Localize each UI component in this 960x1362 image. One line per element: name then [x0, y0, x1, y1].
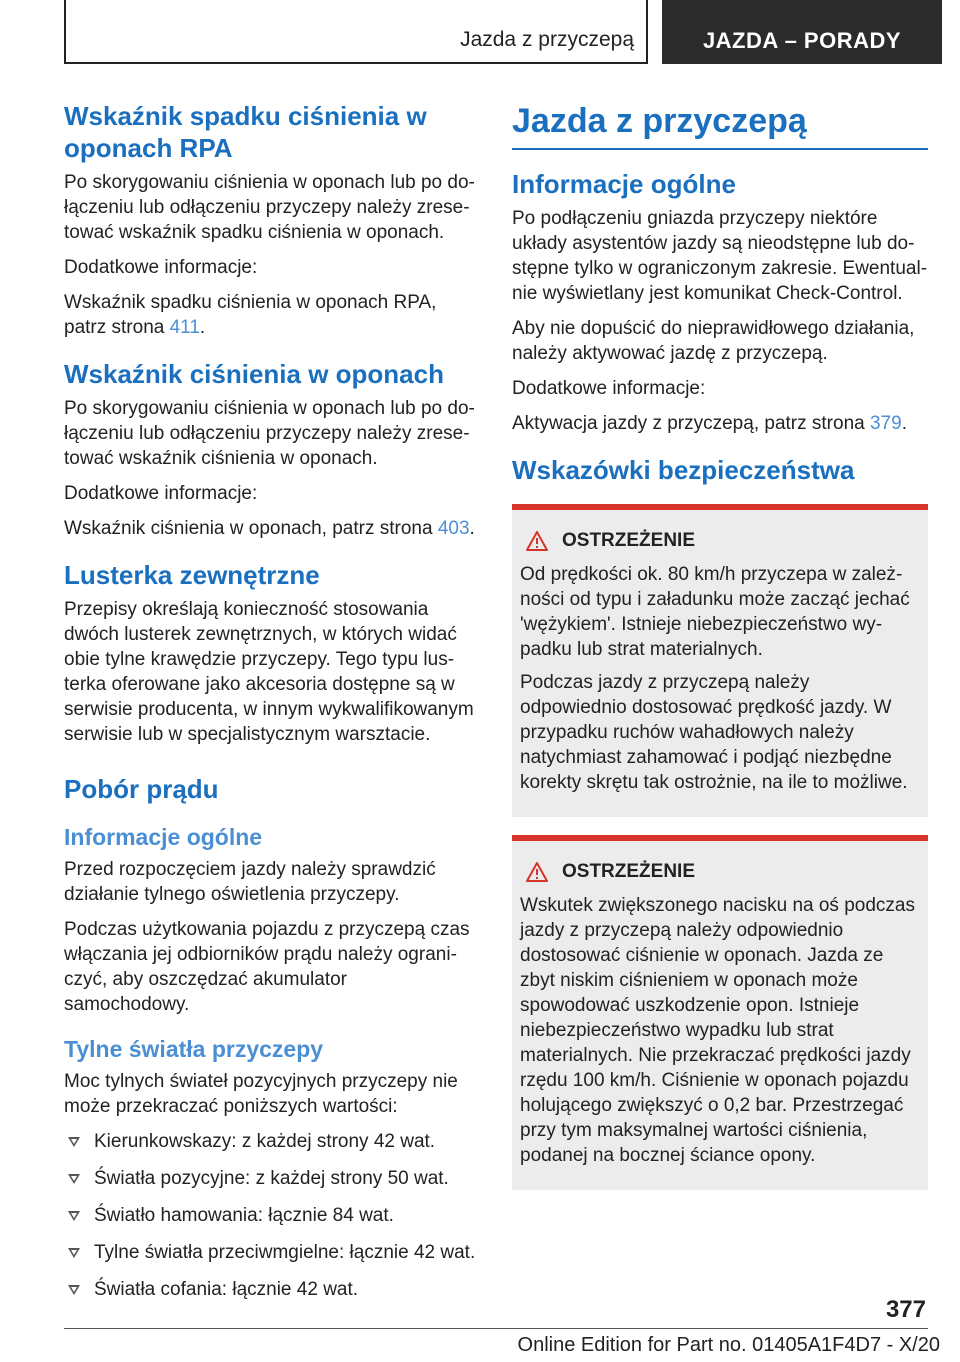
list-item-text: Kierunkowskazy: z każdej strony 42 wat.: [94, 1131, 436, 1152]
warning-title: [526, 861, 920, 883]
list-item-text: Światła cofania: łącznie 42 wat.: [94, 1279, 359, 1300]
section-safety: [512, 454, 928, 1190]
warning-title: [526, 530, 920, 552]
warning-label: OSTRZEŻENIE: [562, 530, 696, 551]
triangle-bullet-icon: [68, 1137, 80, 1147]
heading-power: Pobór prądu: [64, 774, 219, 804]
warning-box-1: [512, 504, 928, 817]
edition-footer: Online Edition for Part no. 01405A1F4D7 - X/20: [517, 1334, 940, 1356]
page-link-379[interactable]: 379: [869, 413, 902, 434]
subheading-tail-lights: Tylne światła przyczepy: [64, 1036, 324, 1062]
list-item-text: Światło hamowania: łącznie 84 wat.: [94, 1205, 394, 1226]
list-item: [64, 1203, 476, 1228]
triangle-bullet-icon: [68, 1174, 80, 1184]
footer-divider: [64, 1328, 928, 1329]
paragraph: Po skorygowaniu ciśnienia w oponach lub po dołączeniu lub odłączeniu przyczepy należy zresetować wskaźnik spadku ciśnienia w oponach.: [64, 172, 475, 243]
paragraph: Po podłączeniu gniazda przyczepy niektóre układy asystentów jazdy są nieodstępne lub dostępne tylko w ograniczonym zakresie. Ewentualnie wyświetlany jest komunikat Check-Control.: [512, 208, 928, 304]
paragraph: Podczas użytkowania pojazdu z przyczepą czas włączania jej odbiorników prądu należy ograniczyć, aby oszczędzać akumulator samochodowy.: [64, 919, 470, 1015]
heading-rpa: Wskaźnik spadku ciśnienia w oponach RPA: [64, 101, 427, 163]
paragraph: Dodatkowe informacje:: [512, 378, 706, 399]
list-item-text: Tylne światła przeciwmgielne: łącznie 42 wat.: [94, 1242, 476, 1263]
list-item: [64, 1277, 476, 1302]
section-power: [64, 773, 476, 1302]
warning-label: OSTRZEŻENIE: [562, 861, 696, 882]
warning-triangle-icon: [526, 862, 548, 882]
heading-mirrors: Lusterka zewnętrzne: [64, 560, 320, 590]
section-mirrors: [64, 559, 476, 747]
paragraph: Przepisy określają konieczność stosowania dwóch lusterek zewnętrznych, w których widać obie tylne krawędzie przyczepy. Tego typu lusterka oferowane jako akcesoria dostępne są w serwisie producenta, w innym wykwalifikowanym serwisie lub w specjalistycznym warsztacie.: [64, 599, 474, 745]
section-tpm: [64, 358, 476, 541]
punctuation: .: [469, 518, 475, 539]
left-column: [64, 100, 476, 1314]
chapter-tab: [662, 0, 942, 64]
section-rpa: [64, 100, 476, 340]
triangle-bullet-icon: [68, 1285, 80, 1295]
header-section-title: Jazda z przyczepą: [460, 28, 634, 51]
list-item: [64, 1240, 476, 1265]
section-general: [512, 168, 928, 436]
punctuation: .: [199, 317, 206, 338]
warning-box-2: [512, 835, 928, 1190]
paragraph-reference: [64, 516, 476, 541]
paragraph: Od prędkości ok. 80 km/h przyczepa w zależności od typu i załadunku może zacząć jechać 'wężykiem'. Istnieje niebezpieczeństwo wypadku lub strat materialnych.: [520, 564, 910, 660]
warning-triangle-icon: [526, 531, 548, 551]
paragraph-reference: [64, 290, 476, 340]
heading-tpm: Wskaźnik ciśnienia w oponach: [64, 359, 444, 389]
paragraph: Wskutek zwiększonego nacisku na oś podczas jazdy z przyczepą należy odpowiednio dostosować ciśnienie w oponach. Jazda ze zbyt niskim ciśnieniem w oponach może spowodować uszkodzenie opon. Istnieje niebezpieczeństwo wypadku lub strat materialnych. Nie przekraczać prędkości jazdy rzędu 100 km/h. Ciśnienie w oponach pojazdu holującego zwiększyć o 0,2 bar. Przestrzegać przy tym maksymalnej wartości ciśnienia, podanej na bocznej ściance opony.: [520, 895, 915, 1166]
page-link-403[interactable]: 403: [437, 518, 470, 539]
punctuation: .: [901, 413, 907, 434]
list-item-text: Światła pozycyjne: z każdej strony 50 wat.: [94, 1168, 449, 1189]
triangle-bullet-icon: [68, 1211, 80, 1221]
subheading-general: Informacje ogólne: [64, 824, 263, 850]
triangle-bullet-icon: [68, 1248, 80, 1258]
paragraph: Dodatkowe informacje:: [64, 483, 258, 504]
page-number: 377: [885, 1296, 926, 1323]
title-divider: [512, 148, 928, 150]
page-title: Jazda z przyczepą: [512, 102, 807, 140]
reference-text: Wskaźnik spadku ciśnienia w oponach RPA, patrz strona: [64, 292, 437, 338]
list-item: [64, 1166, 476, 1191]
right-column: [512, 100, 928, 1208]
paragraph: Aby nie dopuścić do nieprawidłowego działania, należy aktywować jazdę z przyczepą.: [512, 318, 915, 364]
heading-safety: Wskazówki bezpieczeństwa: [512, 455, 855, 485]
heading-general: Informacje ogólne: [512, 169, 736, 199]
paragraph: Po skorygowaniu ciśnienia w oponach lub po dołączeniu lub odłączeniu przyczepy należy zresetować wskaźnik ciśnienia w oponach.: [64, 398, 475, 469]
chapter-tab-label: JAZDA – PORADY: [702, 28, 902, 53]
bullet-list: [64, 1129, 476, 1302]
paragraph: Podczas jazdy z przyczepą należy odpowiednio dostosować prędkość jazdy. W przypadku ruchów wahadłowych należy natychmiast zahamować i podjąć niezbędne korekty skrętu tak ostrożnie, na ile to możliwe.: [520, 672, 908, 793]
list-item: [64, 1129, 476, 1154]
reference-text: Wskaźnik ciśnienia w oponach, patrz strona: [64, 518, 438, 539]
page-link-411[interactable]: 411: [169, 317, 200, 338]
paragraph: Przed rozpoczęciem jazdy należy sprawdzić działanie tylnego oświetlenia przyczepy.: [64, 859, 436, 905]
reference-text: Aktywacja jazdy z przyczepą, patrz strona: [512, 413, 870, 434]
paragraph-reference: [512, 411, 928, 436]
paragraph: Moc tylnych świateł pozycyjnych przyczepy nie może przekraczać poniższych wartości:: [64, 1071, 458, 1117]
paragraph: Dodatkowe informacje:: [64, 257, 258, 278]
header-section-title-box: [64, 0, 648, 64]
